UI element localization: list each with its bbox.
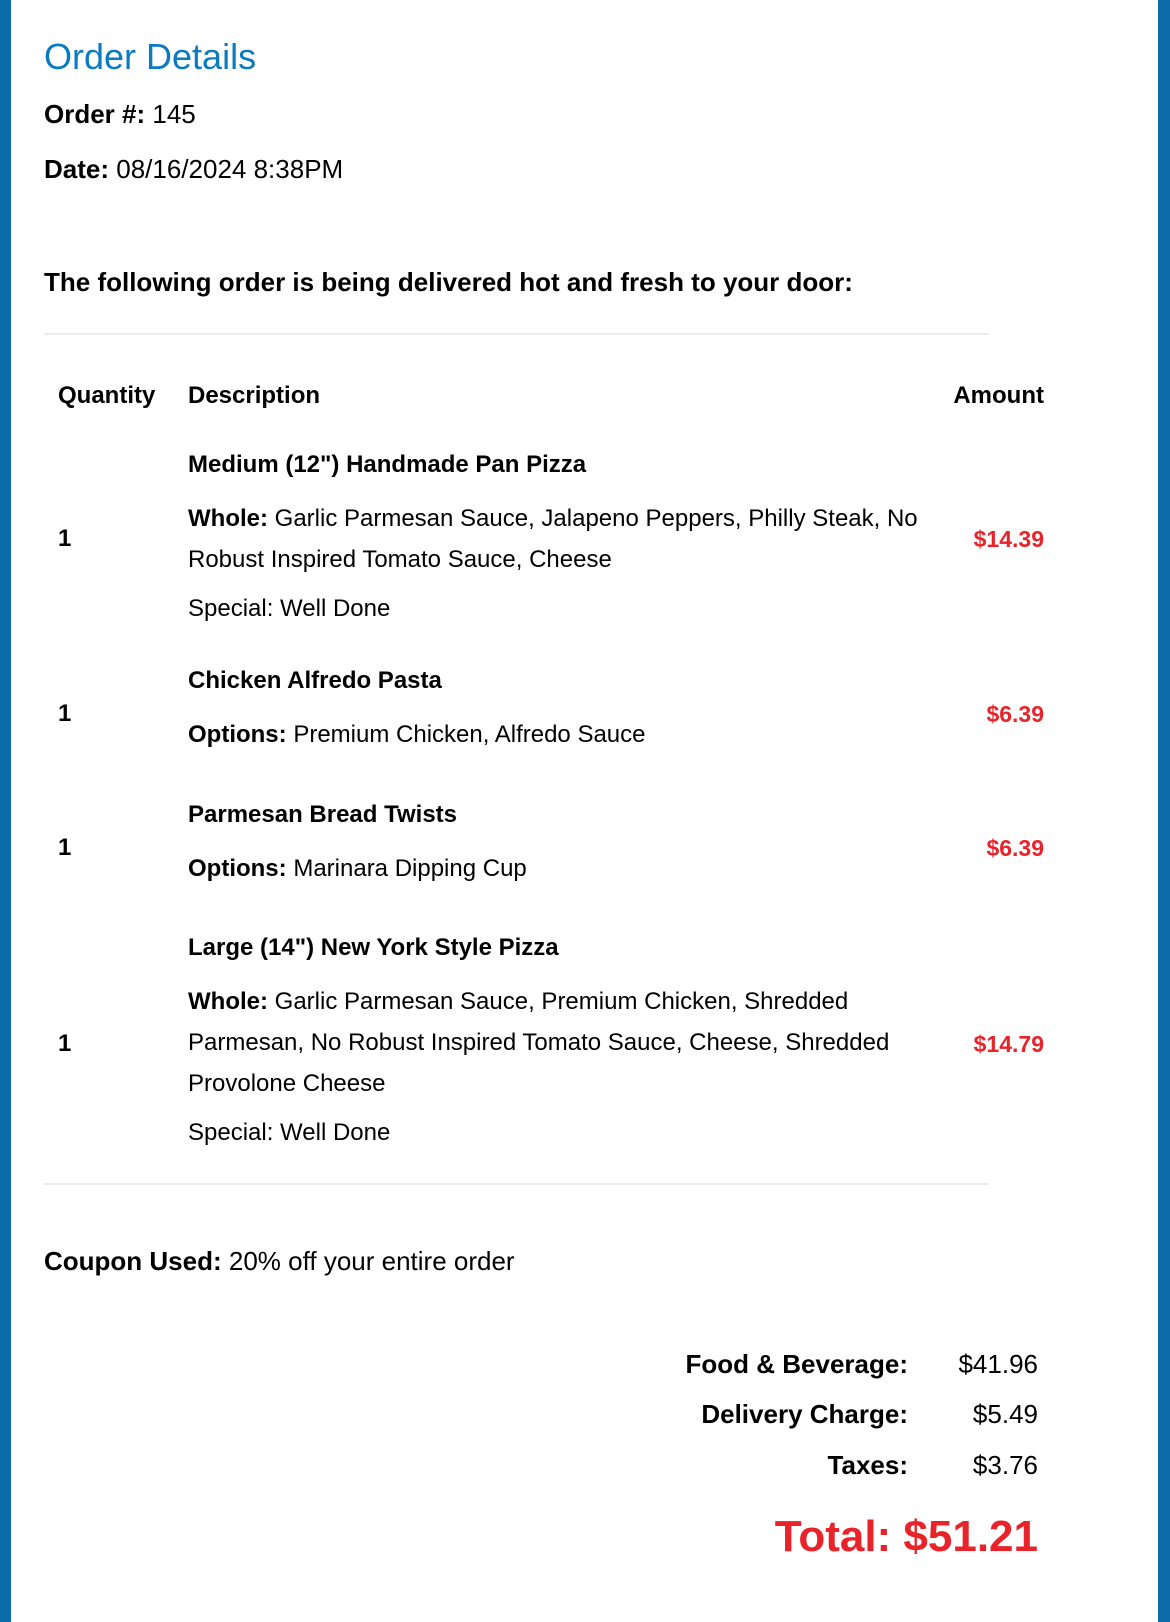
item-amount: $6.39 (986, 701, 1044, 727)
item-option-label: Whole: (188, 988, 268, 1015)
item-options (188, 981, 948, 1104)
item-option-value: Garlic Parmesan Sauce, Jalapeno Peppers, Philly Steak, No Robust Inspired Tomato Sauce, Cheese (188, 505, 918, 573)
item-option-label: Whole: (188, 505, 268, 532)
column-header-description: Description (188, 382, 321, 409)
item-name: Chicken Alfredo Pasta (188, 667, 442, 694)
item-option-label: Options: (188, 855, 287, 882)
item-quantity: 1 (58, 700, 72, 727)
item-description (188, 933, 948, 1148)
taxes-value: $3.76 (972, 1450, 1038, 1480)
item-option-value: Premium Chicken, Alfredo Sauce (293, 721, 646, 748)
order-details-panel (11, 0, 1158, 1622)
coupon-used (44, 1245, 515, 1277)
item-amount: $14.79 (973, 1031, 1044, 1057)
item-name: Parmesan Bread Twists (188, 801, 458, 828)
column-header-amount: Amount (953, 382, 1044, 409)
item-amount: $6.39 (986, 835, 1044, 861)
item-option-value: Marinara Dipping Cup (293, 855, 527, 882)
delivery-charge-value: $5.49 (972, 1399, 1038, 1429)
order-number-label: Order #: (44, 99, 146, 129)
right-frame-border (1158, 0, 1170, 1622)
order-number (44, 98, 196, 130)
delivery-message: The following order is being delivered hot and fresh to your door: (44, 267, 853, 297)
item-special: Special: Well Done (188, 1119, 391, 1146)
order-date (44, 153, 343, 185)
item-option-label: Options: (188, 721, 287, 748)
item-description (188, 800, 948, 889)
order-date-value: 08/16/2024 8:38PM (116, 154, 344, 184)
item-description (188, 450, 948, 624)
item-quantity: 1 (58, 525, 72, 552)
item-option-value: Garlic Parmesan Sauce, Premium Chicken, Shredded Parmesan, No Robust Inspired Tomato Sauce, Cheese, Shredded Provolone Cheese (188, 988, 890, 1097)
item-special: Special: Well Done (188, 595, 391, 622)
delivery-charge-label: Delivery Charge: (701, 1399, 908, 1429)
item-name: Medium (12") Handmade Pan Pizza (188, 451, 587, 478)
page-title: Order Details (44, 36, 257, 77)
food-beverage-value: $41.96 (958, 1349, 1038, 1379)
item-options (188, 714, 948, 755)
coupon-value: 20% off your entire order (228, 1246, 515, 1276)
order-date-label: Date: (44, 154, 110, 184)
food-beverage-label: Food & Beverage: (685, 1349, 908, 1379)
left-frame-border (0, 0, 11, 1622)
item-quantity: 1 (58, 1030, 72, 1057)
taxes-label: Taxes: (827, 1450, 908, 1480)
item-options (188, 848, 948, 889)
item-description (188, 666, 948, 755)
item-options (188, 498, 948, 580)
table-bottom-divider (44, 1183, 989, 1185)
item-name: Large (14") New York Style Pizza (188, 934, 559, 961)
order-total: Total: $51.21 (774, 1512, 1038, 1561)
item-quantity: 1 (58, 834, 72, 861)
table-top-divider (44, 333, 989, 335)
item-amount: $14.39 (973, 526, 1044, 552)
order-number-value: 145 (152, 99, 196, 129)
column-header-quantity: Quantity (58, 382, 156, 409)
coupon-label: Coupon Used: (44, 1246, 222, 1276)
